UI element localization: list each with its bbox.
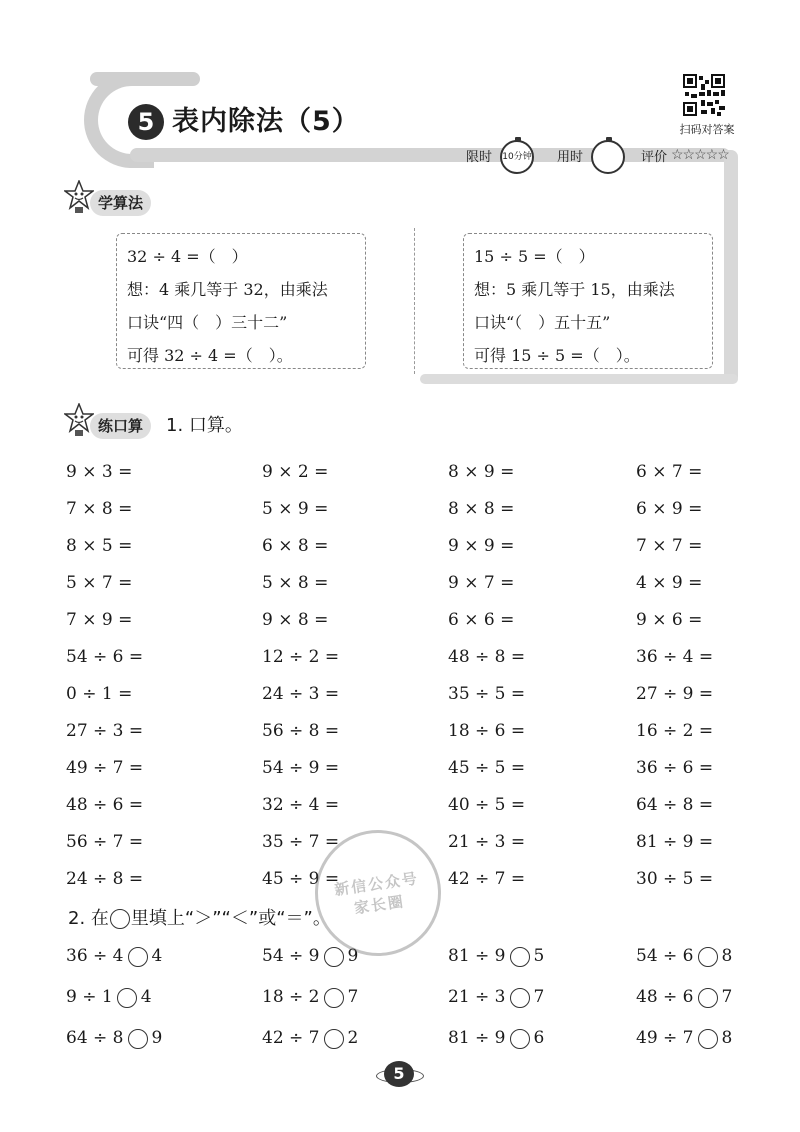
compare-answer-circle[interactable]: [510, 947, 530, 967]
time-limit-timer: 10分钟: [500, 140, 534, 174]
example-box-left: [116, 233, 366, 369]
compare-item: [448, 946, 544, 967]
example-line: 口诀“（ ）五十五”: [474, 313, 611, 332]
oral-calc-item[interactable]: 6 × 9 =: [636, 499, 703, 519]
compare-answer-circle[interactable]: [698, 988, 718, 1008]
oral-calc-item[interactable]: 21 ÷ 3 =: [448, 832, 526, 852]
compare-item: [636, 1028, 732, 1049]
oral-calc-item[interactable]: 16 ÷ 2 =: [636, 721, 714, 741]
oral-calc-item[interactable]: 5 × 9 =: [262, 499, 329, 519]
oral-calc-item[interactable]: 49 ÷ 7 =: [66, 758, 144, 778]
oral-calc-item[interactable]: 35 ÷ 5 =: [448, 684, 526, 704]
oral-calc-item[interactable]: 8 × 9 =: [448, 462, 515, 482]
oral-calc-item[interactable]: 32 ÷ 4 =: [262, 795, 340, 815]
example-line: 口诀“四（ ）三十二”: [127, 313, 288, 332]
compare-item: [262, 946, 358, 967]
example-line: 想：4 乘几等于 32，由乘法: [127, 280, 328, 299]
oral-calc-item[interactable]: 36 ÷ 6 =: [636, 758, 714, 778]
oral-calc-item[interactable]: 6 × 7 =: [636, 462, 703, 482]
oral-calc-item[interactable]: 42 ÷ 7 =: [448, 869, 526, 889]
oral-calc-item[interactable]: 9 × 3 =: [66, 462, 133, 482]
oral-calc-item[interactable]: 54 ÷ 6 =: [66, 647, 144, 667]
rating-label: 评价: [641, 150, 668, 165]
page-number: 5: [384, 1061, 414, 1087]
oral-calc-item[interactable]: 40 ÷ 5 =: [448, 795, 526, 815]
compare-answer-circle[interactable]: [324, 988, 344, 1008]
oral-calc-item[interactable]: 81 ÷ 9 =: [636, 832, 714, 852]
header-band-low: [420, 374, 738, 384]
oral-calc-item[interactable]: 64 ÷ 8 =: [636, 795, 714, 815]
compare-answer-circle[interactable]: [324, 947, 344, 967]
question-2-suffix: 里填上“＞”“＜”或“＝”。: [130, 908, 331, 929]
compare-left: 9 ÷ 1: [66, 987, 113, 1007]
compare-answer-circle[interactable]: [510, 1029, 530, 1049]
compare-item: [448, 1028, 544, 1049]
oral-calc-item[interactable]: 54 ÷ 9 =: [262, 758, 340, 778]
time-used-label: 用时: [557, 150, 584, 165]
header-band-right: [724, 150, 738, 384]
oral-calc-item[interactable]: 27 ÷ 3 =: [66, 721, 144, 741]
compare-item: [262, 1028, 358, 1049]
compare-left: 64 ÷ 8: [66, 1028, 124, 1048]
learn-method-badge: 学算法: [90, 190, 151, 216]
compare-left: 49 ÷ 7: [636, 1028, 694, 1048]
lesson-number-badge: 5: [128, 104, 164, 140]
oral-calc-item[interactable]: 7 × 9 =: [66, 610, 133, 630]
compare-answer-circle[interactable]: [510, 988, 530, 1008]
example-divider: [414, 228, 415, 374]
qr-code-icon[interactable]: [683, 74, 725, 116]
compare-right: 2: [347, 1028, 359, 1048]
compare-right: 5: [533, 946, 545, 966]
compare-left: 54 ÷ 6: [636, 946, 694, 966]
question-1-title: 1. 口算。: [166, 415, 243, 436]
oral-calc-item[interactable]: 8 × 8 =: [448, 499, 515, 519]
oral-calc-item[interactable]: 24 ÷ 3 =: [262, 684, 340, 704]
watermark-stamp: [315, 830, 441, 956]
compare-item: [66, 1028, 162, 1049]
compare-left: 42 ÷ 7: [262, 1028, 320, 1048]
example-line: 想：5 乘几等于 15，由乘法: [474, 280, 675, 299]
watermark-text: 新信公众号 家长圈: [333, 869, 420, 918]
compare-left: 21 ÷ 3: [448, 987, 506, 1007]
oral-calc-item[interactable]: 8 × 5 =: [66, 536, 133, 556]
example-line: 32 ÷ 4 =（ ）: [127, 247, 248, 266]
practice-badge: 练口算: [90, 413, 151, 439]
compare-right: 7: [721, 987, 733, 1007]
oral-calc-item[interactable]: 9 × 9 =: [448, 536, 515, 556]
oral-calc-item[interactable]: 48 ÷ 8 =: [448, 647, 526, 667]
compare-left: 36 ÷ 4: [66, 946, 124, 966]
time-limit-label: 限时: [466, 150, 493, 165]
oral-calc-item[interactable]: 9 × 6 =: [636, 610, 703, 630]
compare-right: 7: [533, 987, 545, 1007]
mascot-icon: [64, 180, 94, 214]
compare-answer-circle[interactable]: [128, 947, 148, 967]
example-line: 可得 32 ÷ 4 =（ ）。: [127, 346, 293, 365]
compare-answer-circle[interactable]: [128, 1029, 148, 1049]
compare-left: 18 ÷ 2: [262, 987, 320, 1007]
compare-left: 48 ÷ 6: [636, 987, 694, 1007]
oral-calc-item[interactable]: 7 × 8 =: [66, 499, 133, 519]
compare-item: [636, 987, 732, 1008]
header-band-top: [90, 72, 200, 86]
compare-answer-circle[interactable]: [117, 988, 137, 1008]
mascot-icon: [64, 403, 94, 437]
compare-item: [66, 987, 152, 1008]
compare-left: 81 ÷ 9: [448, 946, 506, 966]
question-2-title: [68, 906, 331, 932]
compare-item: [66, 946, 162, 967]
oral-calc-item[interactable]: 9 × 8 =: [262, 610, 329, 630]
rating-stars-icon[interactable]: ☆☆☆☆☆: [671, 147, 729, 163]
compare-answer-circle[interactable]: [324, 1029, 344, 1049]
compare-right: 8: [721, 1028, 733, 1048]
oral-calc-item[interactable]: 45 ÷ 9 =: [262, 869, 340, 889]
oral-calc-item[interactable]: 30 ÷ 5 =: [636, 869, 714, 889]
time-used-timer[interactable]: [591, 140, 625, 174]
example-line: 15 ÷ 5 =（ ）: [474, 247, 595, 266]
compare-item: [262, 987, 358, 1008]
compare-left: 81 ÷ 9: [448, 1028, 506, 1048]
oral-calc-item[interactable]: 9 × 2 =: [262, 462, 329, 482]
compare-right: 4: [140, 987, 152, 1007]
oral-calc-item[interactable]: 5 × 8 =: [262, 573, 329, 593]
oral-calc-item[interactable]: 5 × 7 =: [66, 573, 133, 593]
compare-right: 7: [347, 987, 359, 1007]
circle-icon: [110, 909, 130, 929]
oral-calc-item[interactable]: 48 ÷ 6 =: [66, 795, 144, 815]
qr-label: 扫码对答案: [679, 123, 735, 136]
oral-calc-item[interactable]: 9 × 7 =: [448, 573, 515, 593]
oral-calc-item[interactable]: 18 ÷ 6 =: [448, 721, 526, 741]
compare-right: 8: [721, 946, 733, 966]
compare-right: 6: [533, 1028, 545, 1048]
oral-calc-item[interactable]: 56 ÷ 8 =: [262, 721, 340, 741]
oral-calc-item[interactable]: 12 ÷ 2 =: [262, 647, 340, 667]
question-2-prefix: 2. 在: [68, 908, 109, 929]
oral-calc-item[interactable]: 36 ÷ 4 =: [636, 647, 714, 667]
oral-calc-item[interactable]: 27 ÷ 9 =: [636, 684, 714, 704]
compare-answer-circle[interactable]: [698, 1029, 718, 1049]
oral-calc-item[interactable]: 0 ÷ 1 =: [66, 684, 133, 704]
oral-calc-item[interactable]: 56 ÷ 7 =: [66, 832, 144, 852]
example-box-right: [463, 233, 713, 369]
example-line: 可得 15 ÷ 5 =（ ）。: [474, 346, 640, 365]
page-title: 表内除法（5）: [172, 106, 360, 137]
compare-item: [448, 987, 544, 1008]
compare-right: 9: [151, 1028, 163, 1048]
compare-right: 4: [151, 946, 163, 966]
compare-left: 54 ÷ 9: [262, 946, 320, 966]
oral-calc-item[interactable]: 35 ÷ 7 =: [262, 832, 340, 852]
oral-calc-item[interactable]: 45 ÷ 5 =: [448, 758, 526, 778]
header-band-bottom: [130, 148, 730, 162]
compare-item: [636, 946, 732, 967]
compare-answer-circle[interactable]: [698, 947, 718, 967]
oral-calc-item[interactable]: 6 × 6 =: [448, 610, 515, 630]
oral-calc-item[interactable]: 6 × 8 =: [262, 536, 329, 556]
compare-right: 9: [347, 946, 359, 966]
oral-calc-item[interactable]: 7 × 7 =: [636, 536, 703, 556]
oral-calc-item[interactable]: 4 × 9 =: [636, 573, 703, 593]
oral-calc-item[interactable]: 24 ÷ 8 =: [66, 869, 144, 889]
